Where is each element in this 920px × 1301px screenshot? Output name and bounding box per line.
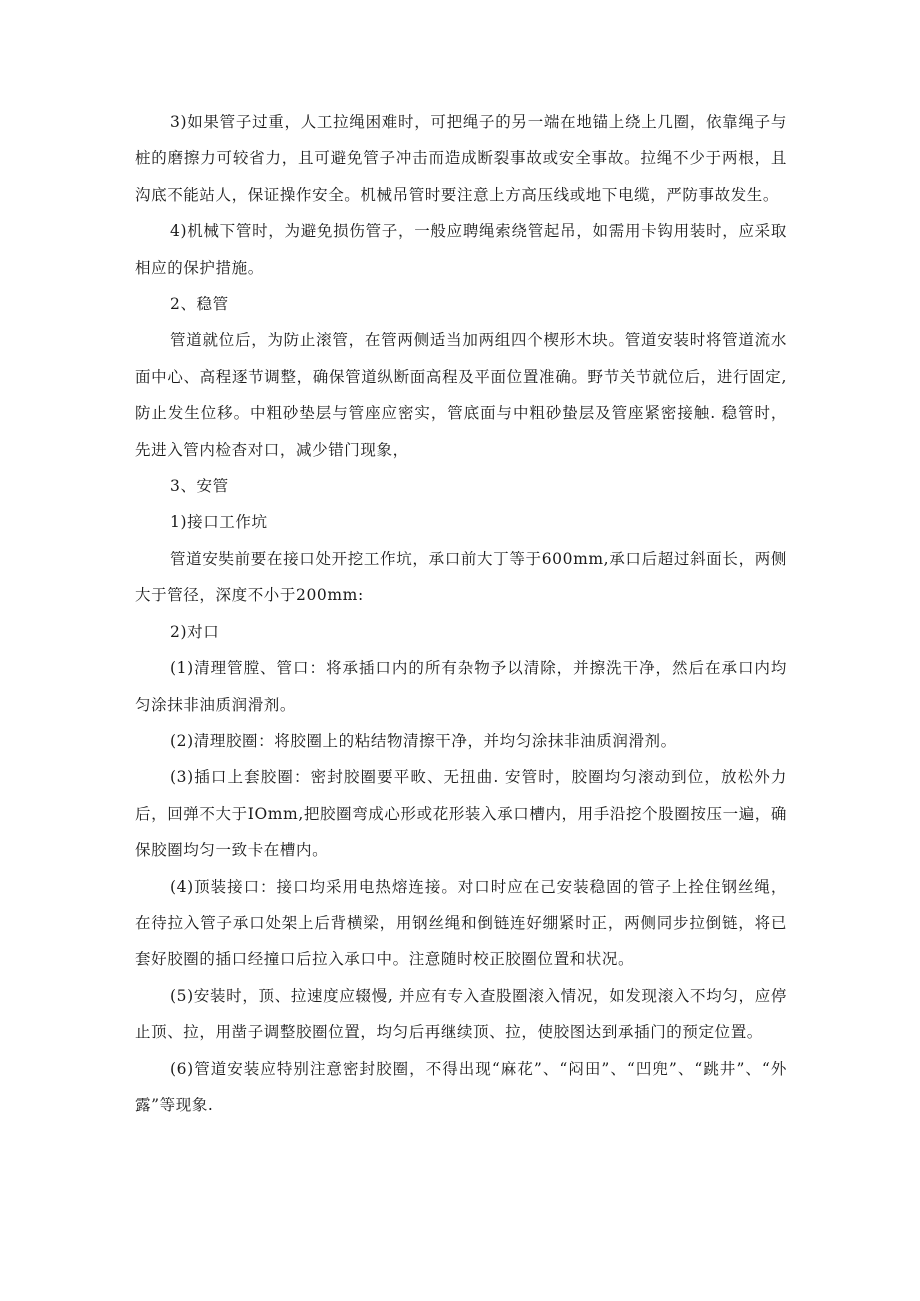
- paragraph-fit-gasket: (3)插口上套胶圈：密封胶圈要平畋、无扭曲. 安管时，胶圈均匀滚动到位，放松外力后，回弹不大于IOmm,把胶圈弯成心形或花形装入承口槽内，用手沿挖个股圈按压一遍，确保胶圈均匀一致卡在槽内。: [135, 768, 787, 860]
- paragraph-push-joint: (4)顶装接口：接口均采用电热熔连接。对口时应在己安装稳固的管子上拴住钢丝绳，在待拉入管子承口处架上后背横梁，用钢丝绳和倒链连好绷紧时正，两侧同步拉倒链，将已套好胶圈的插口经撞口后拉入承口中。注意随时校正胶圈位置和状况。: [135, 877, 787, 969]
- paragraph-clean-pipe-mouth: (1)清理管膛、管口：将承插口内的所有杂物予以清除，并擦洗干净，然后在承口内均匀涂抹非油质润滑剂。: [135, 659, 787, 714]
- paragraph-rope-lowering: 3)如果管子过重，人工拉绳困难时，可把绳子的另一端在地锚上绕上几圈，依靠绳子与桩的磨擦力可较省力，且可避免管子冲击而造成断裂事故或安全事故。拉绳不少于两根，且沟底不能站人，保证操作安全。机械吊管时要注意上方高压线或地下电缆，严防事故发生。: [135, 113, 787, 204]
- document-body: [135, 104, 787, 1123]
- paragraph-joint-pit: 管道安奘前要在接口处开挖工作坑，承口前大丁等于600mm,承口后超过斜面长，两侧大于管径，深度不小于200mm:: [135, 549, 787, 605]
- paragraph-gasket-notice: (6)管道安装应特别注意密封胶圈，不得出现“麻花”、“闷田”、“凹兜”、“跳井”、“外露”等现象.: [135, 1059, 787, 1114]
- paragraph-install-speed: (5)安装时，顶、拉速度应辍慢, 并应有专入查股圈滚入情况，如发现滚入不均匀，应停止顶、拉，用凿子调整胶圈位置，均匀后再继续顶、拉，使胶图达到承插门的预定位置。: [135, 986, 787, 1042]
- subheading-alignment: 2)对口: [170, 622, 220, 641]
- paragraph-machine-lowering: 4)机械下管时，为避免损伤管子，一般应聘绳索绕管起吊，如需用卡钩用装时，应采取相应的保护措施。: [135, 222, 787, 277]
- paragraph-stabilize-pipe: 管道就位后，为防止滚管，在管两侧适当加两组四个楔形木块。管道安装时将管道流水面中心、高程逐节调整，确保管道纵断面高程及平面位置准确。野节关节就位后，进行固定, 防止发生位移。中粗砂垫层与管座应密实，管底面与中粗砂蛰层及管座紧密接触. 稳管时，先进入管内检杳对口，减少错门现象，: [135, 331, 787, 459]
- subheading-joint-pit: 1)接口工作坑: [170, 513, 268, 532]
- section-heading-stabilize-pipe: 2、稳管: [170, 295, 229, 314]
- section-heading-install-pipe: 3、安管: [170, 477, 229, 496]
- paragraph-clean-gasket: (2)清理胶圈：将胶圈上的粘结物清擦干净，并均匀涂抹非油质润滑剂。: [170, 731, 677, 750]
